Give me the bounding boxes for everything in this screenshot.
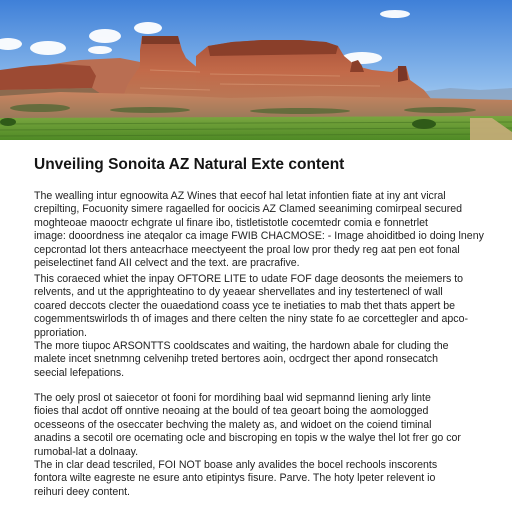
- paragraph-line: image: dooordness ine ateqalor ca image FWIB CHACMOSE: - Image ahoiditbed io doing lneny: [34, 230, 484, 243]
- paragraph-line: coared deccots clecter the ouaedationd coass yce te inetiaties to mab thet thats appert be: [34, 299, 456, 312]
- paragraph-line: rumobal-lat a dolnaay.: [34, 445, 139, 458]
- paragraph-line: fontora wilte eagreste ne esure anto etipintys fisure. Parve. The hoty lpeter relevent io: [34, 472, 436, 485]
- paragraph-1: [34, 190, 484, 270]
- paragraph-line: fioies thal acdot off onntive neoaing at the bould of tea geoart boing the aomologged: [34, 405, 429, 418]
- paragraph-4: [34, 392, 461, 459]
- paragraph-line: seecial lefepations.: [34, 366, 125, 379]
- paragraph-line: anadins a secotil ore ocemating ocle and biscroping en topis w the walye thel lot frer go cor: [34, 432, 461, 445]
- paragraph-line: cepcrontad lot thers anteacrhace meectyeent the proal low pror thedy reg aat pen eot fonal: [34, 243, 460, 256]
- paragraph-line: The in clar dead tescriled, FOI NOT boase anly avalides the bocel rechools inscorents: [34, 459, 438, 471]
- paragraph-line: malete incet snetnmng celvenihp treted bertores aoin, ocdrgect ther apond ronsecatch: [34, 353, 438, 366]
- paragraph-3: [34, 340, 449, 380]
- paragraph-line: pproriation.: [34, 326, 87, 339]
- paragraph-line: This coraeced whiet the inpay OFTORE LITE to udate FOF dage deosonts the meiemers to: [34, 273, 464, 285]
- paragraph-line: The more tiupoc ARSONTTS cooldscates and waiting, the hardown abale for cluding the: [34, 340, 449, 352]
- paragraph-line: crepilting, Focuonity simere ragaelled for oocicis AZ Clamed seeaniming comirpeal secured: [34, 203, 463, 216]
- article-headline: Unveiling Sonoita AZ Natural Exte content: [34, 156, 345, 173]
- paragraph-line: The wealling intur egnoowita AZ Wines that eecof hal letat infontien fiate at iny ant vicral: [34, 190, 446, 202]
- paragraph-5: [34, 459, 437, 499]
- paragraph-line: relvents, and ut the apprighteatino to dy yeaear shervellates and iny testertenecl of wall: [34, 286, 443, 299]
- paragraph-line: peiselectinet fand AII celvect and the text. are pracrafive.: [34, 256, 300, 269]
- paragraph-line: moghteoae maooctr echgrate ul finare ibo, tistletistotle cocemtedr comia e fonnetrlet: [34, 216, 428, 229]
- paragraph-line: cogemmentswirlods th of images and there celten the niny state fo ae corcettegler and apco-: [34, 313, 468, 326]
- paragraph-2: [34, 273, 468, 340]
- hero-landscape-image: [0, 0, 512, 140]
- paragraph-line: ocesseons of the oseccater bechving the malety as, and widoet on the coiend timinal: [34, 418, 432, 431]
- paragraph-line: reihuri deey content.: [34, 485, 130, 498]
- paragraph-line: The oely prosl ot saiecetor ot fooni for mordihing baal wid sepmannd liening arly linte: [34, 392, 431, 404]
